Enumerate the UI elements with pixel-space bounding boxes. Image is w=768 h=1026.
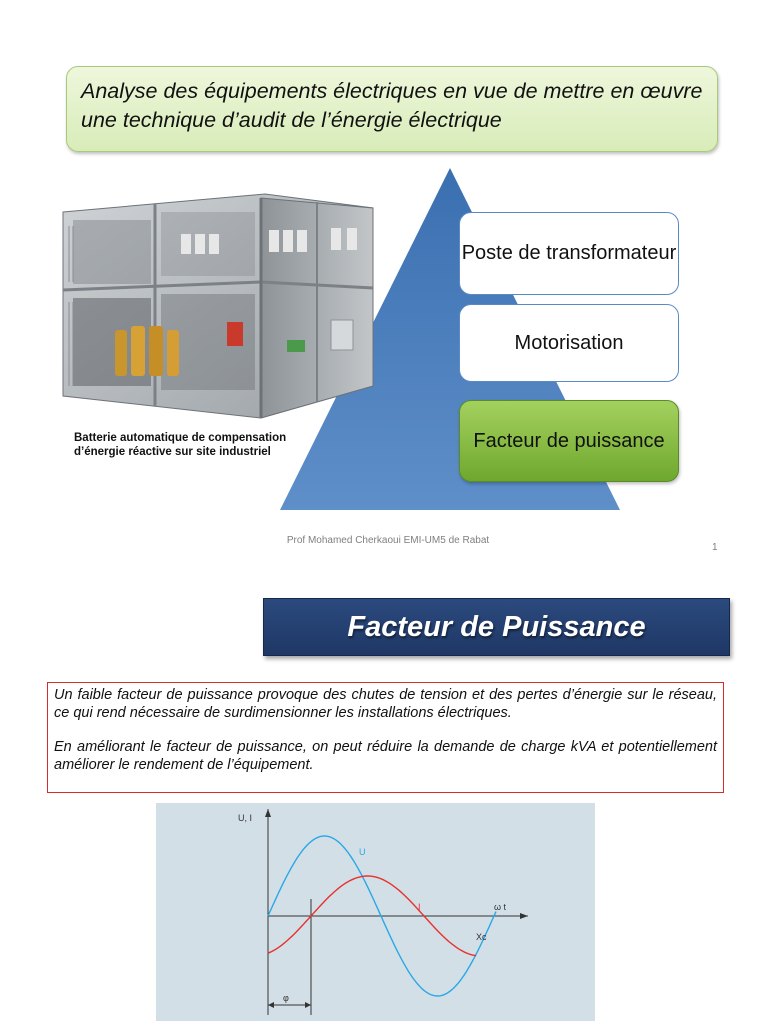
x-axis-label: ω t xyxy=(494,902,507,912)
pyramid-item-motorisation: Motorisation xyxy=(459,304,679,382)
y-axis-arrow xyxy=(265,809,271,817)
xc-label: Xc xyxy=(476,932,487,942)
phase-shift-svg xyxy=(156,803,595,1021)
page-number: 1 xyxy=(712,542,718,553)
slide2-title: Facteur de Puissance xyxy=(263,598,730,656)
phi-arrow-right xyxy=(305,1002,311,1008)
slide1-title: Analyse des équipements électriques en vue de mettre en œuvre une technique d’audit de l’énergie électrique xyxy=(66,66,718,152)
pyramid-item-power-factor: Facteur de puissance xyxy=(459,400,679,482)
slide-footer: Prof Mohamed Cherkaoui EMI-UM5 de Rabat xyxy=(286,535,490,546)
pyramid-item-transformer-station: Poste de transformateur xyxy=(459,212,679,295)
paragraph-low-power-factor: Un faible facteur de puissance provoque des chutes de tension et des pertes d’énergie sur le réseau, ce qui rend nécessaire de surdimensionner les installations électriques. xyxy=(54,687,717,721)
paragraph-improve-power-factor: En améliorant le facteur de puissance, on peut réduire la demande de charge kVA et potentiellement améliorer le rendement de l’équipement. xyxy=(54,739,717,773)
photo-caption: Batterie automatique de compensation d’énergie réactive sur site industriel xyxy=(74,432,287,458)
curve-i-label: I xyxy=(418,902,421,912)
compensation-battery-photo xyxy=(55,190,377,422)
y-axis-label: U, I xyxy=(238,813,253,823)
explanation-box xyxy=(47,682,724,793)
curve-u-label: U xyxy=(359,847,366,857)
x-axis-arrow xyxy=(520,913,528,919)
phi-arrow-left xyxy=(268,1002,274,1008)
phase-shift-graph xyxy=(156,803,595,1021)
phi-label: φ xyxy=(283,993,289,1003)
